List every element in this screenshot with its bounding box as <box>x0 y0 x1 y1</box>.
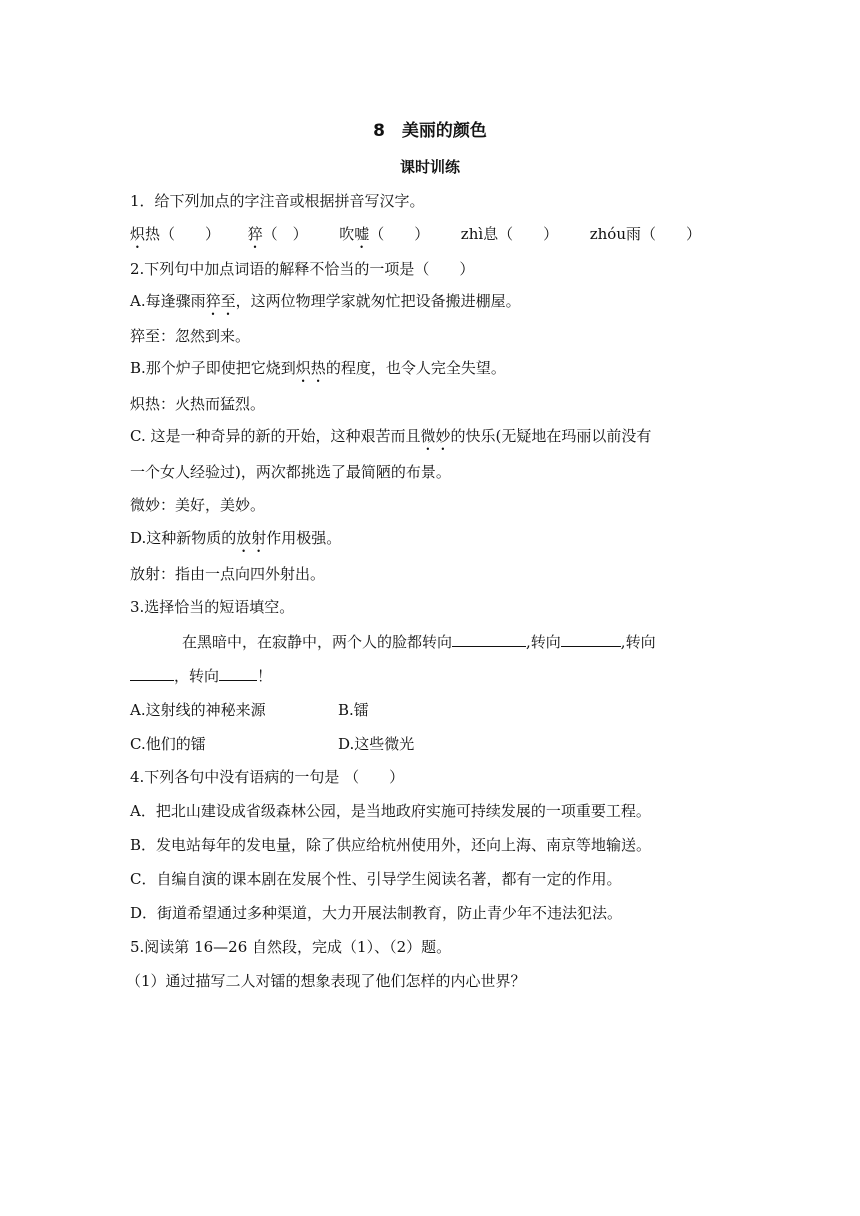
section-subtitle: 课时训练 <box>399 158 460 176</box>
q3-blank-1 <box>452 632 526 647</box>
q3-blank-2 <box>561 632 621 647</box>
q1-item-2: 猝（ ） <box>247 225 308 243</box>
q1-item-3: 吹嘘（ ） <box>339 225 430 243</box>
q5-subquestion-1: （1）通过描写二人对镭的想象表现了他们怎样的内心世界？ <box>126 972 526 990</box>
q3-option-c: C.他们的镭 <box>130 735 206 753</box>
q1-item-1: 炽热（ ） <box>130 225 221 243</box>
q2-option-a: A.每逢骤雨猝至，这两位物理学家就匆忙把设备搬进棚屋。 <box>130 292 521 310</box>
q4-option-b: B．发电站每年的发电量，除了供应给杭州使用外，还向上海、南京等地输送。 <box>130 836 652 854</box>
q4-option-c: C．自编自演的课本剧在发展个性、引导学生阅读名著，都有一定的作用。 <box>130 870 622 888</box>
q3-passage-line2: ，转向 ！ <box>130 665 272 686</box>
question-5-stem: 5.阅读第 16—26 自然段，完成（1）、（2）题。 <box>130 938 452 956</box>
q2-option-d-definition: 放射：指由一点向四外射出。 <box>130 565 326 583</box>
q4-option-d: D．街道希望通过多种渠道，大力开展法制教育，防止青少年不违法犯法。 <box>130 904 623 922</box>
q3-blank-4 <box>219 666 257 681</box>
q3-option-b: B.镭 <box>338 701 369 719</box>
q2-option-d: D.这种新物质的放射作用极强。 <box>130 529 342 547</box>
q4-option-a: A．把北山建设成省级森林公园，是当地政府实施可持续发展的一项重要工程。 <box>130 802 651 820</box>
page-title: 8 美丽的颜色 <box>373 121 487 141</box>
q2-a-emphasis: 猝至 <box>205 292 236 310</box>
q3-option-d: D.这些微光 <box>338 735 415 753</box>
question-4-stem: 4.下列各句中没有语病的一句是 （ ） <box>130 768 405 786</box>
question-1-stem: 1．给下列加点的字注音或根据拼音写汉字。 <box>130 192 425 210</box>
q2-option-a-definition: 猝至：忽然到来。 <box>130 327 251 345</box>
q2-option-c: C. 这是一种奇异的新的开始，这种艰苦而且微妙的快乐(无疑地在玛丽以前没有 <box>130 427 652 445</box>
q3-blank-3 <box>130 666 174 681</box>
q2-option-b-definition: 炽热：火热而猛烈。 <box>130 395 266 413</box>
q2-d-emphasis: 放射 <box>236 529 267 547</box>
question-2-stem: 2.下列句中加点词语的解释不恰当的一项是（ ） <box>130 260 475 278</box>
q1-item-4: zhì息（ ） <box>460 225 559 243</box>
question-1-items <box>130 223 701 252</box>
q1-item-5: zhóu雨（ ） <box>589 225 701 243</box>
q2-option-c-definition: 微妙：美好，美妙。 <box>130 496 266 514</box>
q2-b-emphasis: 炽热 <box>295 359 326 377</box>
q2-option-c-line2: 一个女人经验过)，两次都挑选了最简陋的布景。 <box>130 463 451 481</box>
question-3-stem: 3.选择恰当的短语填空。 <box>130 598 295 616</box>
q3-option-a: A.这射线的神秘来源 <box>130 701 266 719</box>
q2-option-b: B.那个炉子即使把它烧到炽热的程度，也令人完全失望。 <box>130 359 506 377</box>
q2-c-emphasis: 微妙 <box>420 427 451 445</box>
q3-passage-line1: 在黑暗中，在寂静中，两个人的脸都转向 ,转向 ,转向 <box>182 633 656 651</box>
